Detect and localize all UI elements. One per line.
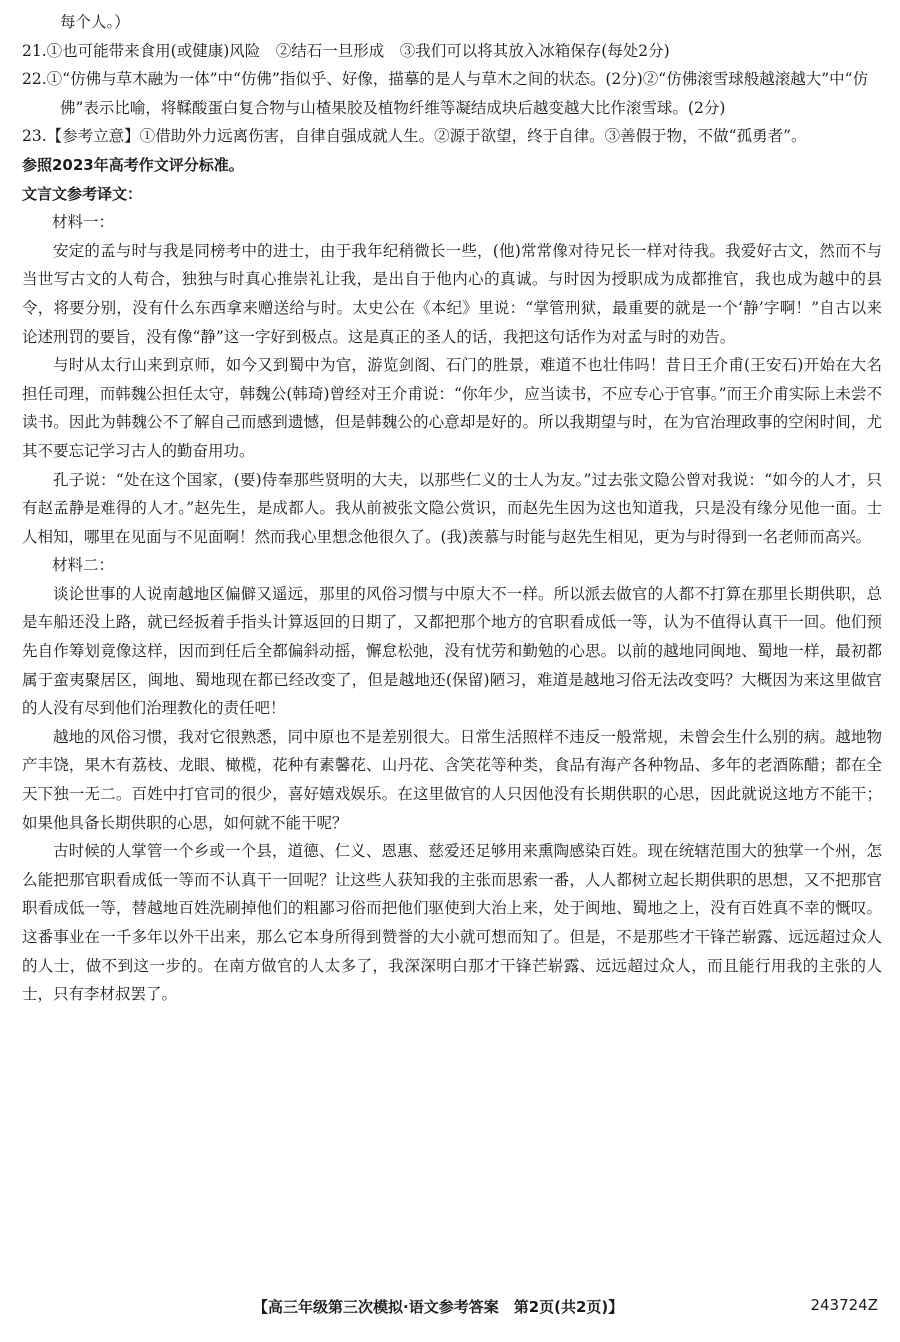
footer-document-code: 243724Z [810, 1296, 878, 1314]
answer-22: 22.①“仿佛与草木融为一体”中“仿佛”指似乎、好像，描摹的是人与草木之间的状态。(2分)②“仿佛滚雪球般越滚越大”中“仿佛”表示比喻，将鞣酸蛋白复合物与山楂果胶及植物纤维等凝结成块后越变越大比作滚雪球。(2分) [22, 70, 869, 117]
page-footer [0, 1296, 900, 1326]
answer-21: 21.①也可能带来食用(或健康)风险 ②结石一旦形成 ③我们可以将其放入冰箱保存(每处2分) [22, 41, 670, 60]
footer-title: 【高三年级第三次模拟·语文参考答案 第2页(共2页)】 [253, 1298, 624, 1316]
material-2-paragraph: 谈论世事的人说南越地区偏僻又遥远，那里的风俗习惯与中原大不一样。所以派去做官的人都不打算在那里长期供职，总是车船还没上路，就已经扳着手指头计算返回的日期了，又都把那个地方的官职看成低一等，认为不值得认真干一回。他们预先自作筹划竟像这样，因而到任后全都偏斜动摇，懈怠松弛，没有忧劳和勤勉的心思。以前的越地同闽地、蜀地一样，最初都属于蛮夷聚居区，闽地、蜀地现在都已经改变了，但是越地还(保留)陋习，难道是越地习俗无法改变吗？大概因为来这里做官的人没有尽到他们治理教化的责任吧！ [22, 584, 882, 718]
material-1-paragraph: 孔子说：“处在这个国家，(要)侍奉那些贤明的大夫，以那些仁义的士人为友。”过去张文隐公曾对我说：“如今的人才，只有赵孟静是难得的人才。”赵先生，是成都人。我从前被张文隐公赏识，而赵先生因为这也知道我，只是没有缘分见他一面。士人相知，哪里在见面与不见面啊！然而我心里想念他很久了。(我)羡慕与时能与赵先生相见，更为与时得到一名老师而高兴。 [22, 470, 882, 546]
material-1-paragraph: 与时从太行山来到京师，如今又到蜀中为官，游览剑阁、石门的胜景，难道不也壮伟吗！昔日王介甫(王安石)开始在大名担任司理，而韩魏公担任太守，韩魏公(韩琦)曾经对王介甫说：“你年少，应当读书，不应专心于官事。”而王介甫实际上未尝不读书。因此为韩魏公不了解自己而感到遗憾，但是韩魏公的心意却是好的。所以我期望与时，在为官治理政事的空闲时间，尤其不要忘记学习古人的勤奋用功。 [22, 356, 882, 460]
material-1-label: 材料一： [52, 213, 115, 232]
material-2-paragraph: 越地的风俗习惯，我对它很熟悉，同中原也不是差别很大。日常生活照样不违反一般常规，未曾会生什么别的病。越地物产丰饶，果木有荔枝、龙眼、橄榄，花种有素馨花、山丹花、含笑花等种类，食品有海产各种物品、多年的老酒陈醋；都在全天下独一无二。百姓中打官司的很少，喜好嬉戏娱乐。在这里做官的人只因他没有长期供职的心思，因此就说这地方不能干；如果他具备长期供职的心思，如何就不能干呢？ [22, 727, 882, 832]
answer-page [22, 8, 882, 1009]
answer-23: 23.【参考立意】①借助外力远离伤害，自律自强成就人生。②源于欲望，终于自律。③善假于物，不做“孤勇者”。 [22, 127, 807, 146]
answer-20-continuation: 每个人。） [60, 13, 130, 31]
material-1-paragraph: 安定的孟与时与我是同榜考中的进士，由于我年纪稍微长一些，(他)常常像对待兄长一样对待我。我爱好古文，然而不与当世写古文的人苟合，独独与时真心推崇礼让我，是出自于他内心的真诚。与时因为授职成为成都推官，我也成为越中的县令，将要分别，没有什么东西拿来赠送给与时。太史公在《本纪》里说：“掌管刑狱，最重要的就是一个‘静’字啊！”自古以来论述刑罚的要旨，没有像“静”这一字好到极点。这是真正的圣人的话，我把这句话作为对孟与时的劝告。 [22, 241, 882, 346]
material-2-paragraph: 古时候的人掌管一个乡或一个县，道德、仁义、恩惠、慈爱还足够用来熏陶感染百姓。现在统辖范围大的独掌一个州，怎么能把那官职看成低一等而不认真干一回呢？让这些人获知我的主张而思索一番，人人都树立起长期供职的思想，又不把那官职看成低一等，替越地百姓洗刷掉他们的粗鄙习俗而把他们驱使到大治上来，处于闽地、蜀地之上，没有百姓真不幸的慨叹。这番事业在一千多年以外干出来，那么它本身所得到赞誉的大小就可想而知了。但是，不是那些才干锋芒崭露、远远超过众人的人士，做不到这一步的。在南方做官的人太多了，我深深明白那才干锋芒崭露、远远超过众人，而且能行用我的主张的人士，只有李材叔罢了。 [22, 842, 882, 1004]
material-2-label: 材料二： [52, 556, 115, 575]
translation-heading: 文言文参考译文： [22, 184, 143, 203]
essay-grading-note: 参照2023年高考作文评分标准。 [22, 155, 244, 174]
